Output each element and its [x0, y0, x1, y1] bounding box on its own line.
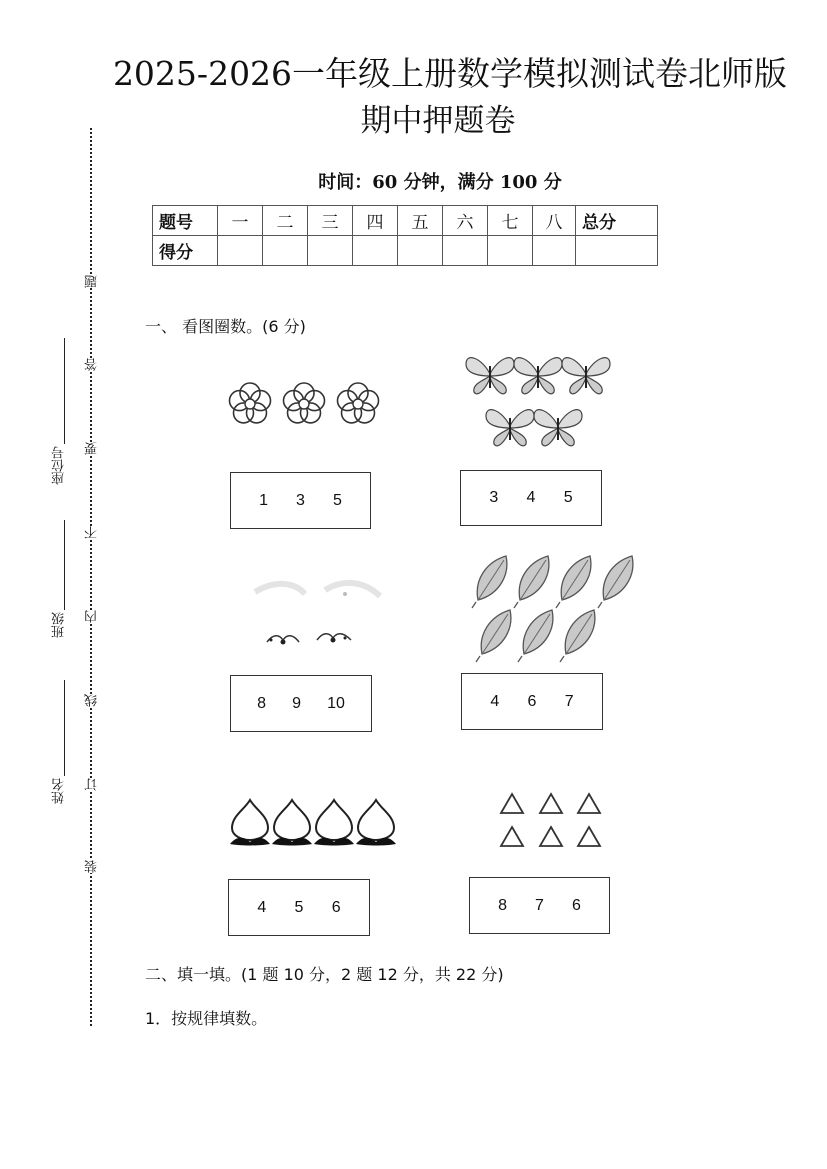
butterfly-icon [562, 358, 610, 394]
score-header-4: 四 [353, 206, 398, 236]
answer-box-3 [230, 675, 372, 732]
answer-box-6 [469, 877, 610, 934]
peach-icon [314, 800, 354, 846]
seal-char: 答 [85, 358, 100, 371]
option-number[interactable]: 10 [327, 694, 345, 712]
answer-box-2 [460, 470, 602, 526]
answer-box-1 [230, 472, 371, 529]
score-cell[interactable] [218, 236, 263, 266]
answer-box-4 [461, 673, 603, 730]
score-cell[interactable] [533, 236, 576, 266]
seal-char: 订 [85, 778, 100, 791]
score-cell[interactable] [263, 236, 308, 266]
binding-dotted-line [90, 128, 92, 1026]
option-number[interactable]: 1 [259, 491, 268, 509]
option-number[interactable]: 7 [564, 692, 574, 710]
answer-box-5 [228, 879, 370, 936]
butterfly-icon [514, 358, 562, 394]
score-header-label: 题号 [153, 206, 218, 236]
seat-underline[interactable] [64, 338, 65, 444]
score-cell[interactable] [488, 236, 533, 266]
score-header-3: 三 [308, 206, 353, 236]
time-info: 时间：60 分钟，满分 100 分 [318, 172, 562, 193]
butterflies-picture [462, 350, 622, 460]
option-number[interactable]: 8 [257, 694, 266, 712]
score-cell-total[interactable] [576, 236, 658, 266]
seat-label: 座位号 [52, 446, 67, 485]
page-subtitle: 期中押题卷 [360, 103, 516, 139]
leaf-icon [518, 610, 553, 662]
butterfly-icon [486, 410, 534, 446]
bird-icon [267, 636, 299, 645]
triangle-icon [501, 794, 523, 813]
peach-icon [230, 800, 270, 846]
peaches-picture [228, 798, 408, 848]
option-number[interactable]: 6 [331, 898, 341, 916]
section1-heading: 一、 看图圈数。(6 分) [145, 317, 306, 336]
leaf-icon [514, 556, 549, 608]
page-title: 2025-2026一年级上册数学模拟测试卷北师版 [112, 54, 788, 93]
class-underline[interactable] [64, 520, 65, 610]
butterfly-icon [466, 358, 514, 394]
score-header-2: 二 [263, 206, 308, 236]
option-number[interactable]: 5 [294, 898, 304, 916]
option-number[interactable]: 7 [535, 896, 544, 914]
option-number[interactable]: 5 [563, 489, 573, 506]
score-cell[interactable] [308, 236, 353, 266]
leaves-picture [466, 552, 646, 662]
option-number[interactable]: 4 [526, 489, 536, 506]
option-number[interactable]: 8 [498, 896, 507, 914]
option-number[interactable]: 3 [296, 491, 305, 509]
name-label: 姓名 [52, 778, 67, 804]
score-header-8: 八 [533, 206, 576, 236]
score-row-label: 得分 [153, 236, 218, 266]
flowers-picture [222, 377, 392, 437]
option-number[interactable]: 3 [489, 489, 499, 506]
option-number[interactable]: 9 [292, 694, 301, 712]
seal-char: 内 [85, 610, 100, 623]
leaf-icon [472, 556, 507, 608]
option-number[interactable]: 4 [257, 898, 267, 916]
name-underline[interactable] [64, 680, 65, 776]
option-number[interactable]: 6 [572, 896, 581, 914]
triangle-icon [540, 794, 562, 813]
section2-heading: 二、填一填。(1 题 10 分，2 题 12 分，共 22 分) [145, 965, 504, 984]
birds-picture [245, 572, 395, 652]
peach-icon [272, 800, 312, 846]
flower-icon [230, 383, 271, 423]
class-label: 班级 [52, 612, 67, 638]
score-table-header-row [153, 206, 658, 236]
score-cell[interactable] [353, 236, 398, 266]
triangles-picture [496, 792, 616, 852]
flower-icon [284, 383, 325, 423]
seal-char: 要 [85, 442, 100, 455]
score-header-5: 五 [398, 206, 443, 236]
seal-char: 不 [85, 526, 100, 539]
leaf-icon [560, 610, 595, 662]
option-number[interactable]: 5 [333, 491, 342, 509]
triangle-icon [501, 827, 523, 846]
score-cell[interactable] [398, 236, 443, 266]
flower-icon [338, 383, 379, 423]
triangle-icon [540, 827, 562, 846]
score-cell[interactable] [443, 236, 488, 266]
score-header-7: 七 [488, 206, 533, 236]
score-header-total: 总分 [576, 206, 658, 236]
score-table-score-row [153, 236, 658, 266]
score-header-1: 一 [218, 206, 263, 236]
score-header-6: 六 [443, 206, 488, 236]
seal-char: 装 [85, 860, 100, 873]
seal-char: 线 [85, 694, 100, 707]
seal-char: 题 [85, 275, 100, 288]
option-number[interactable]: 6 [527, 692, 537, 710]
butterfly-icon [534, 410, 582, 446]
leaf-icon [556, 556, 591, 608]
triangle-icon [578, 794, 600, 813]
option-number[interactable]: 4 [490, 692, 500, 710]
peach-icon [356, 800, 396, 846]
section2-question1: 1．按规律填数。 [145, 1009, 268, 1028]
leaf-icon [476, 610, 511, 662]
bird-icon [317, 634, 351, 643]
leaf-icon [598, 556, 633, 608]
score-table [152, 205, 658, 266]
triangle-icon [578, 827, 600, 846]
